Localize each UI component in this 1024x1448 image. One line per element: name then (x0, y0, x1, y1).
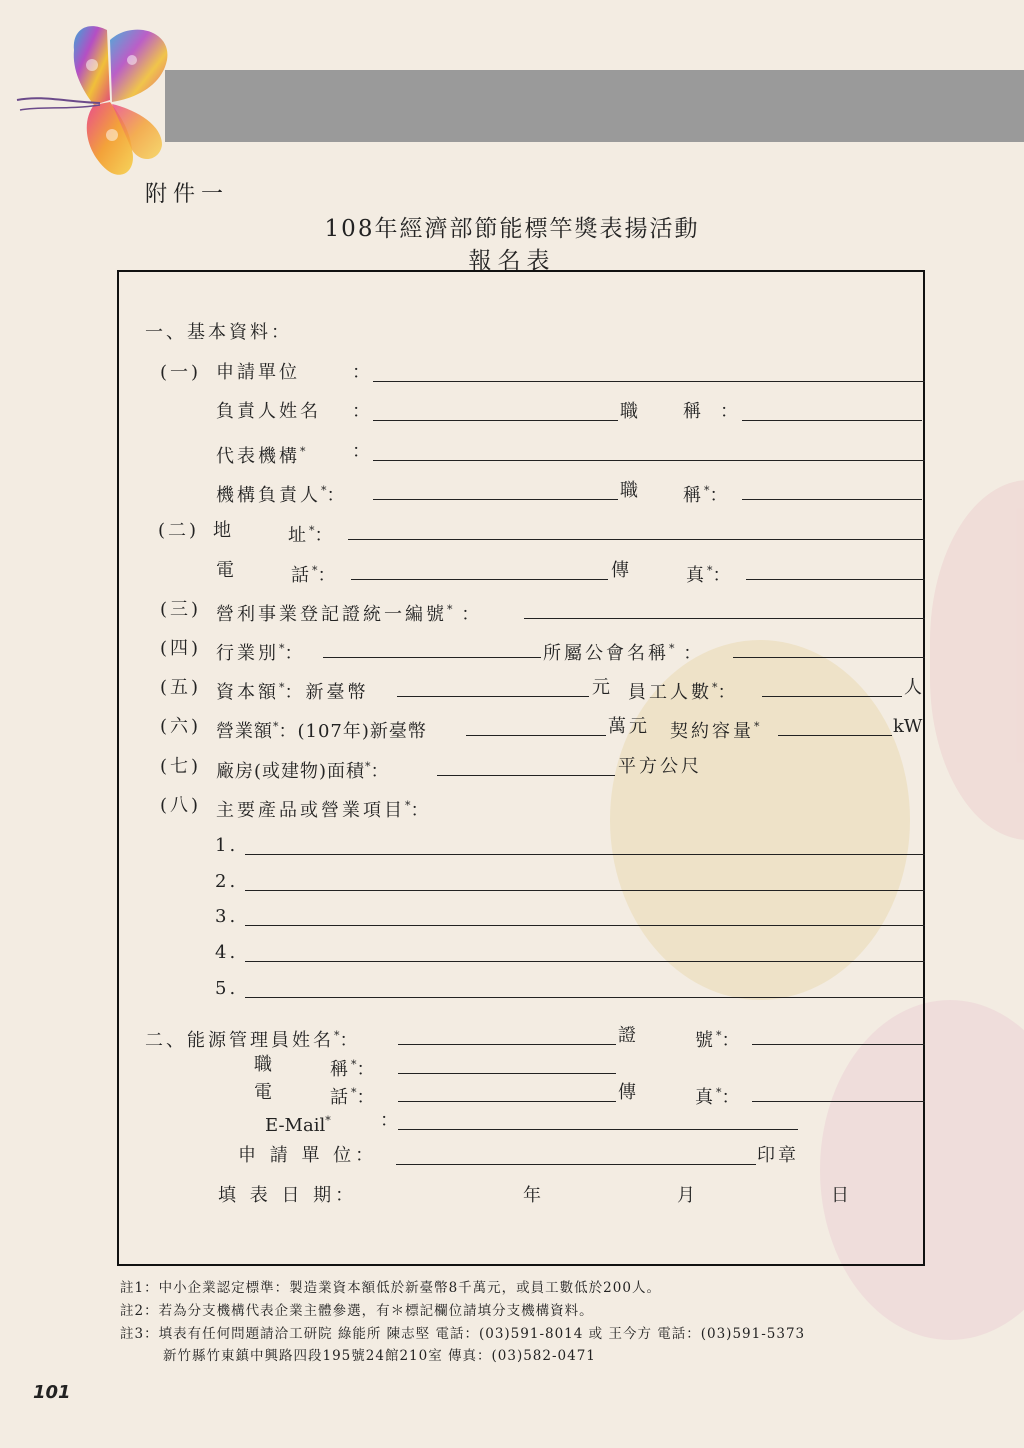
floor-area-label: 廠房(或建物)面積*： (216, 760, 390, 782)
item-number: 1. (215, 835, 239, 856)
responsible-person-field[interactable] (373, 420, 618, 421)
address-label: 址*： (288, 524, 336, 546)
representative-org-label: 代表機構* (216, 445, 306, 467)
business-id-field[interactable] (524, 618, 925, 619)
row-number: (三) (160, 599, 202, 620)
year-label: 年 (523, 1185, 544, 1206)
form-title: 108年經濟部節能標竿獎表揚活動 (324, 216, 700, 242)
colon: ： (352, 401, 373, 422)
product-item-field[interactable] (245, 997, 925, 998)
applicant-unit-field[interactable] (373, 381, 925, 382)
manager-fax-label: 傳 (618, 1082, 639, 1103)
item-number: 2. (215, 871, 239, 892)
applicant-signature-field[interactable] (396, 1164, 756, 1165)
fax-label: 傳 (611, 560, 632, 581)
org-head-label: 機構負責人*： (216, 484, 348, 506)
job-title-label: 稱*： (683, 484, 731, 506)
trade-association-field[interactable] (733, 657, 925, 658)
colon: ： (352, 362, 373, 383)
day-label: 日 (831, 1185, 852, 1206)
note-1: 註1：中小企業認定標準：製造業資本額低於新臺幣8千萬元，或員工數低於200人。 (120, 1280, 661, 1296)
capital-field[interactable] (397, 696, 589, 697)
phone-label: 電 (216, 560, 237, 581)
fax-field[interactable] (746, 579, 925, 580)
seal-label: 印章 (757, 1145, 799, 1166)
note-3-address: 新竹縣竹東鎮中興路四段195號24館210室 傳真：(03)582-0471 (163, 1348, 596, 1364)
item-number: 3. (215, 906, 239, 927)
applicant-unit-label: 申請單位 (216, 362, 300, 383)
row-number: (一) (160, 362, 202, 383)
row-number: (五) (160, 677, 202, 698)
industry-field[interactable] (323, 657, 541, 658)
employees-label: 員工人數*： (628, 681, 739, 703)
capital-label: 資本額*：新臺幣 (216, 681, 369, 703)
butterfly-logo (12, 10, 187, 185)
page-number: 101 (33, 1382, 71, 1403)
manager-fax-field[interactable] (752, 1101, 925, 1102)
manager-title-field[interactable] (398, 1073, 616, 1074)
manager-fax-label: 真*： (695, 1086, 743, 1108)
colon: ： (380, 1110, 401, 1131)
contract-capacity-field[interactable] (778, 735, 892, 736)
section1-heading: 一、基本資料： (145, 322, 292, 343)
manager-title-label: 稱*： (330, 1058, 378, 1080)
industry-label: 行業別*： (216, 642, 306, 664)
revenue-label: 營業額*：(107年)新臺幣 (216, 720, 427, 742)
month-label: 月 (677, 1185, 698, 1206)
row-number: (六) (160, 716, 202, 737)
row-number: (八) (160, 795, 202, 816)
product-item-field[interactable] (245, 961, 925, 962)
row-number: (二) (158, 520, 200, 541)
manager-email-label: E-Mail* (265, 1114, 331, 1136)
product-item-field[interactable] (245, 854, 925, 855)
floor-area-unit: 平方公尺 (618, 756, 702, 777)
energy-manager-name-label: 二、能源管理員姓名*： (145, 1029, 361, 1051)
product-item-field[interactable] (245, 890, 925, 891)
fax-label: 真*： (686, 564, 734, 586)
product-item-field[interactable] (245, 925, 925, 926)
manager-email-field[interactable] (398, 1129, 798, 1130)
employees-field[interactable] (762, 696, 902, 697)
phone-field[interactable] (351, 579, 608, 580)
job-title-label: 稱 (683, 401, 704, 422)
header-bar (165, 70, 1024, 142)
colon: ： (720, 401, 741, 422)
energy-manager-name-field[interactable] (398, 1044, 616, 1045)
note-3: 註3：填表有任何問題請洽工研院 綠能所 陳志堅 電話：(03)591-8014 或 王今方 電話：(03)591-5373 (120, 1326, 806, 1342)
contract-capacity-label: 契約容量* (670, 720, 760, 742)
row-number: (七) (160, 756, 202, 777)
employees-unit: 人 (904, 677, 925, 698)
products-label: 主要產品或營業項目*： (216, 799, 432, 821)
phone-label: 話*： (291, 564, 339, 586)
item-number: 5. (215, 978, 239, 999)
revenue-unit: 萬元 (608, 716, 650, 737)
job-title-label: 職 (620, 401, 641, 422)
address-label: 地 (213, 520, 234, 541)
capacity-unit: kW (893, 716, 923, 737)
form-subtitle: 報名表 (468, 248, 556, 274)
manager-title-label: 職 (254, 1054, 275, 1075)
responsible-person-label: 負責人姓名 (216, 401, 321, 422)
item-number: 4. (215, 942, 239, 963)
floor-area-field[interactable] (437, 775, 615, 776)
manager-phone-field[interactable] (398, 1101, 616, 1102)
cert-number-field[interactable] (752, 1044, 925, 1045)
background-decoration (930, 480, 1024, 840)
cert-number-label: 號*： (695, 1029, 743, 1051)
applicant-signature-label: 申 請 單 位： (238, 1145, 378, 1166)
trade-association-label: 所屬公會名稱* ： (543, 642, 705, 664)
org-head-title-field[interactable] (742, 499, 922, 500)
colon: ： (352, 441, 373, 462)
note-2: 註2：若為分支機構代表企業主體參選，有＊標記欄位請填分支機構資料。 (120, 1303, 594, 1319)
manager-phone-label: 話*： (330, 1086, 378, 1108)
business-id-label: 營利事業登記證統一編號* ： (216, 603, 483, 625)
row-number: (四) (160, 638, 202, 659)
address-field[interactable] (348, 539, 925, 540)
cert-number-label: 證 (618, 1025, 639, 1046)
org-head-field[interactable] (373, 499, 618, 500)
job-title-label: 職 (620, 480, 641, 501)
fill-date-label: 填 表 日 期： (218, 1185, 358, 1206)
annex-label: 附件一 (145, 182, 230, 207)
representative-org-field[interactable] (373, 460, 925, 461)
revenue-field[interactable] (466, 735, 606, 736)
manager-phone-label: 電 (254, 1082, 275, 1103)
responsible-title-field[interactable] (742, 420, 922, 421)
capital-unit: 元 (592, 677, 613, 698)
